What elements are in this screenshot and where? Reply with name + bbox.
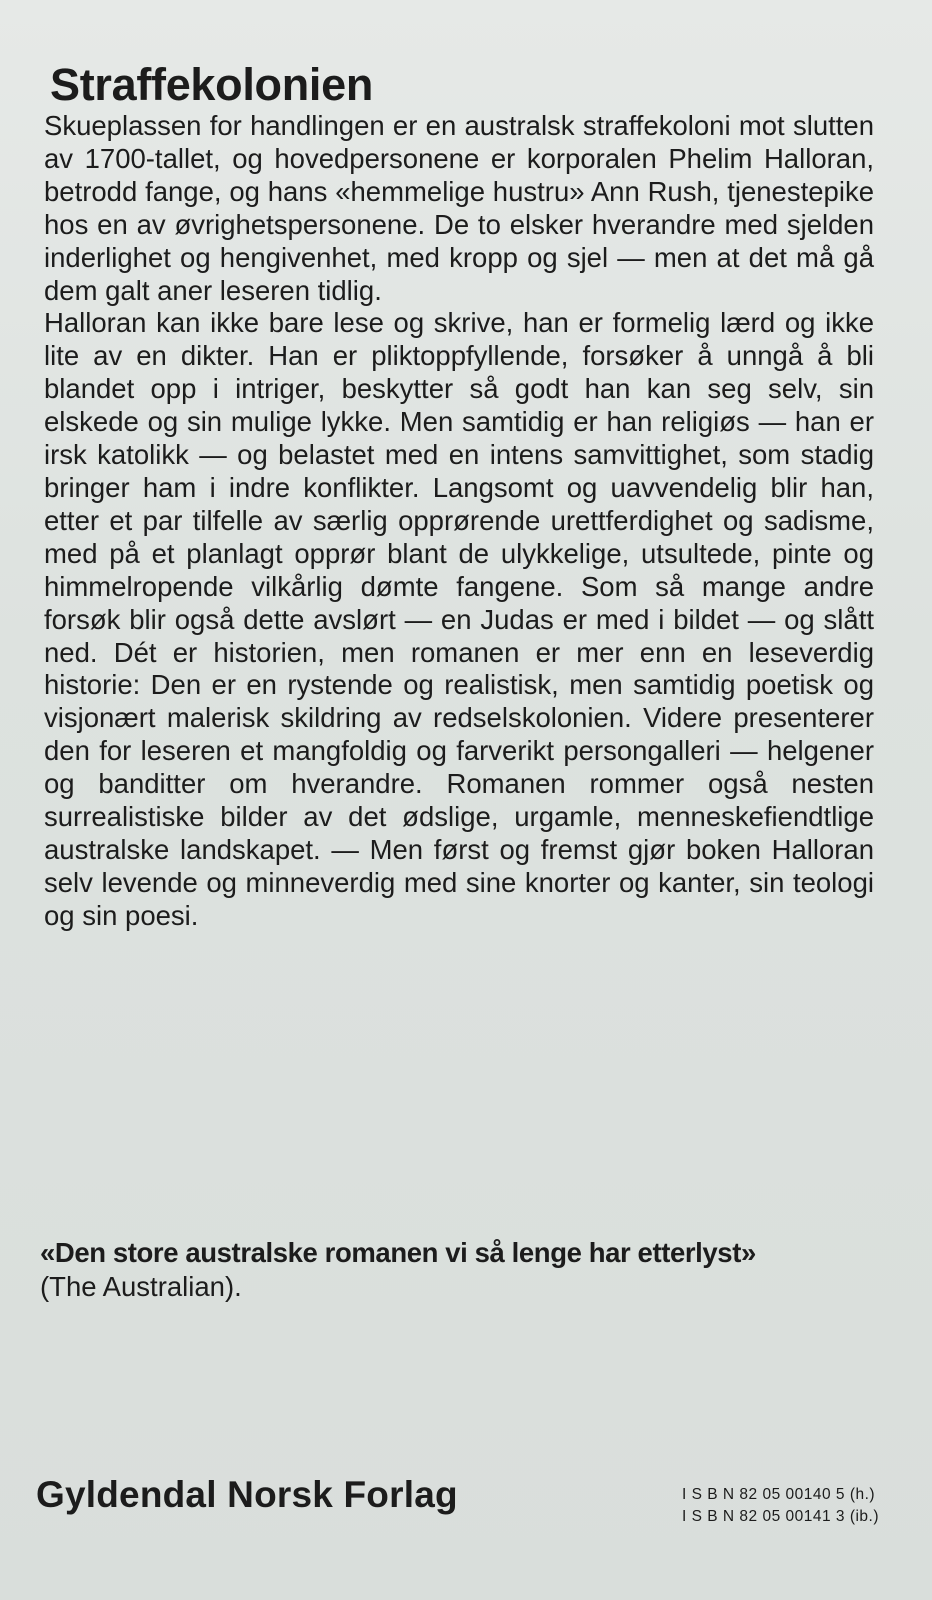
isbn-paperback: I S B N 82 05 00140 5 (h.) — [682, 1486, 876, 1503]
isbn-hardcover: I S B N 82 05 00141 3 (ib.) — [682, 1508, 880, 1525]
blurb-paragraph-2: Halloran kan ikke bare lese og skrive, han er formelig lærd og ikke lite av en dikter. Han er pliktoppfyllende, forsøker å unngå å bli blandet opp i intriger, beskytter så godt han kan seg selv, sin elskede og sin mulige lykke. Men samtidig er han religiøs — han er irsk katolikk — og belastet med en intens samvittighet, som stadig bringer ham i indre konflikter. Langsomt og uavvendelig blir han, etter et par tilfelle av særlig opprørende urettferdighet og sadisme, med på et planlagt opprør blant de ulykkelige, utsultede, pinte og himmelropende vilkårlig dømte fangene. Som så mange andre forsøk blir også dette avslørt — en Judas er med i bildet — og slått ned. Dét er historien, men romanen er mer enn en leseverdig historie: Den er en rystende og realistisk, men samtidig poetisk og visjonært malerisk skildring av redselskolonien. Videre presenterer den for leseren et mangfoldig og farverikt persongalleri — helgener og banditter om hverandre. Romanen rommer også nesten surrealistiske bilder av det ødslige, urgamle, menneskefiendtlige australske landskapet. — Men først og fremst gjør boken Halloran selv levende og minneverdig med sine knorter og kanter, sin teologi og sin poesi. — [44, 307, 874, 931]
quote-source: (The Australian). — [40, 1271, 242, 1302]
book-title: Straffekolonien — [50, 59, 374, 110]
review-quote — [40, 1236, 890, 1304]
blurb-paragraph-1: Skueplassen for handlingen er en australsk straffekoloni mot slutten av 1700-tallet, og hovedpersonene er korporalen Phelim Halloran, betrodd fange, og hans «hemmelige hustru» Ann Rush, tjenestepike hos en av øvrighetspersonene. De to elsker hverandre med sjelden inderlighet og hengivenhet, med kropp og sjel — men at det må gå dem galt aner leseren tidlig. — [44, 110, 874, 306]
isbn-block — [682, 1484, 912, 1528]
publisher-name: Gyldendal Norsk Forlag — [36, 1474, 458, 1515]
blurb-text — [44, 110, 874, 933]
quote-text: «Den store australske romanen vi så lenge har etterlyst» — [40, 1237, 756, 1268]
